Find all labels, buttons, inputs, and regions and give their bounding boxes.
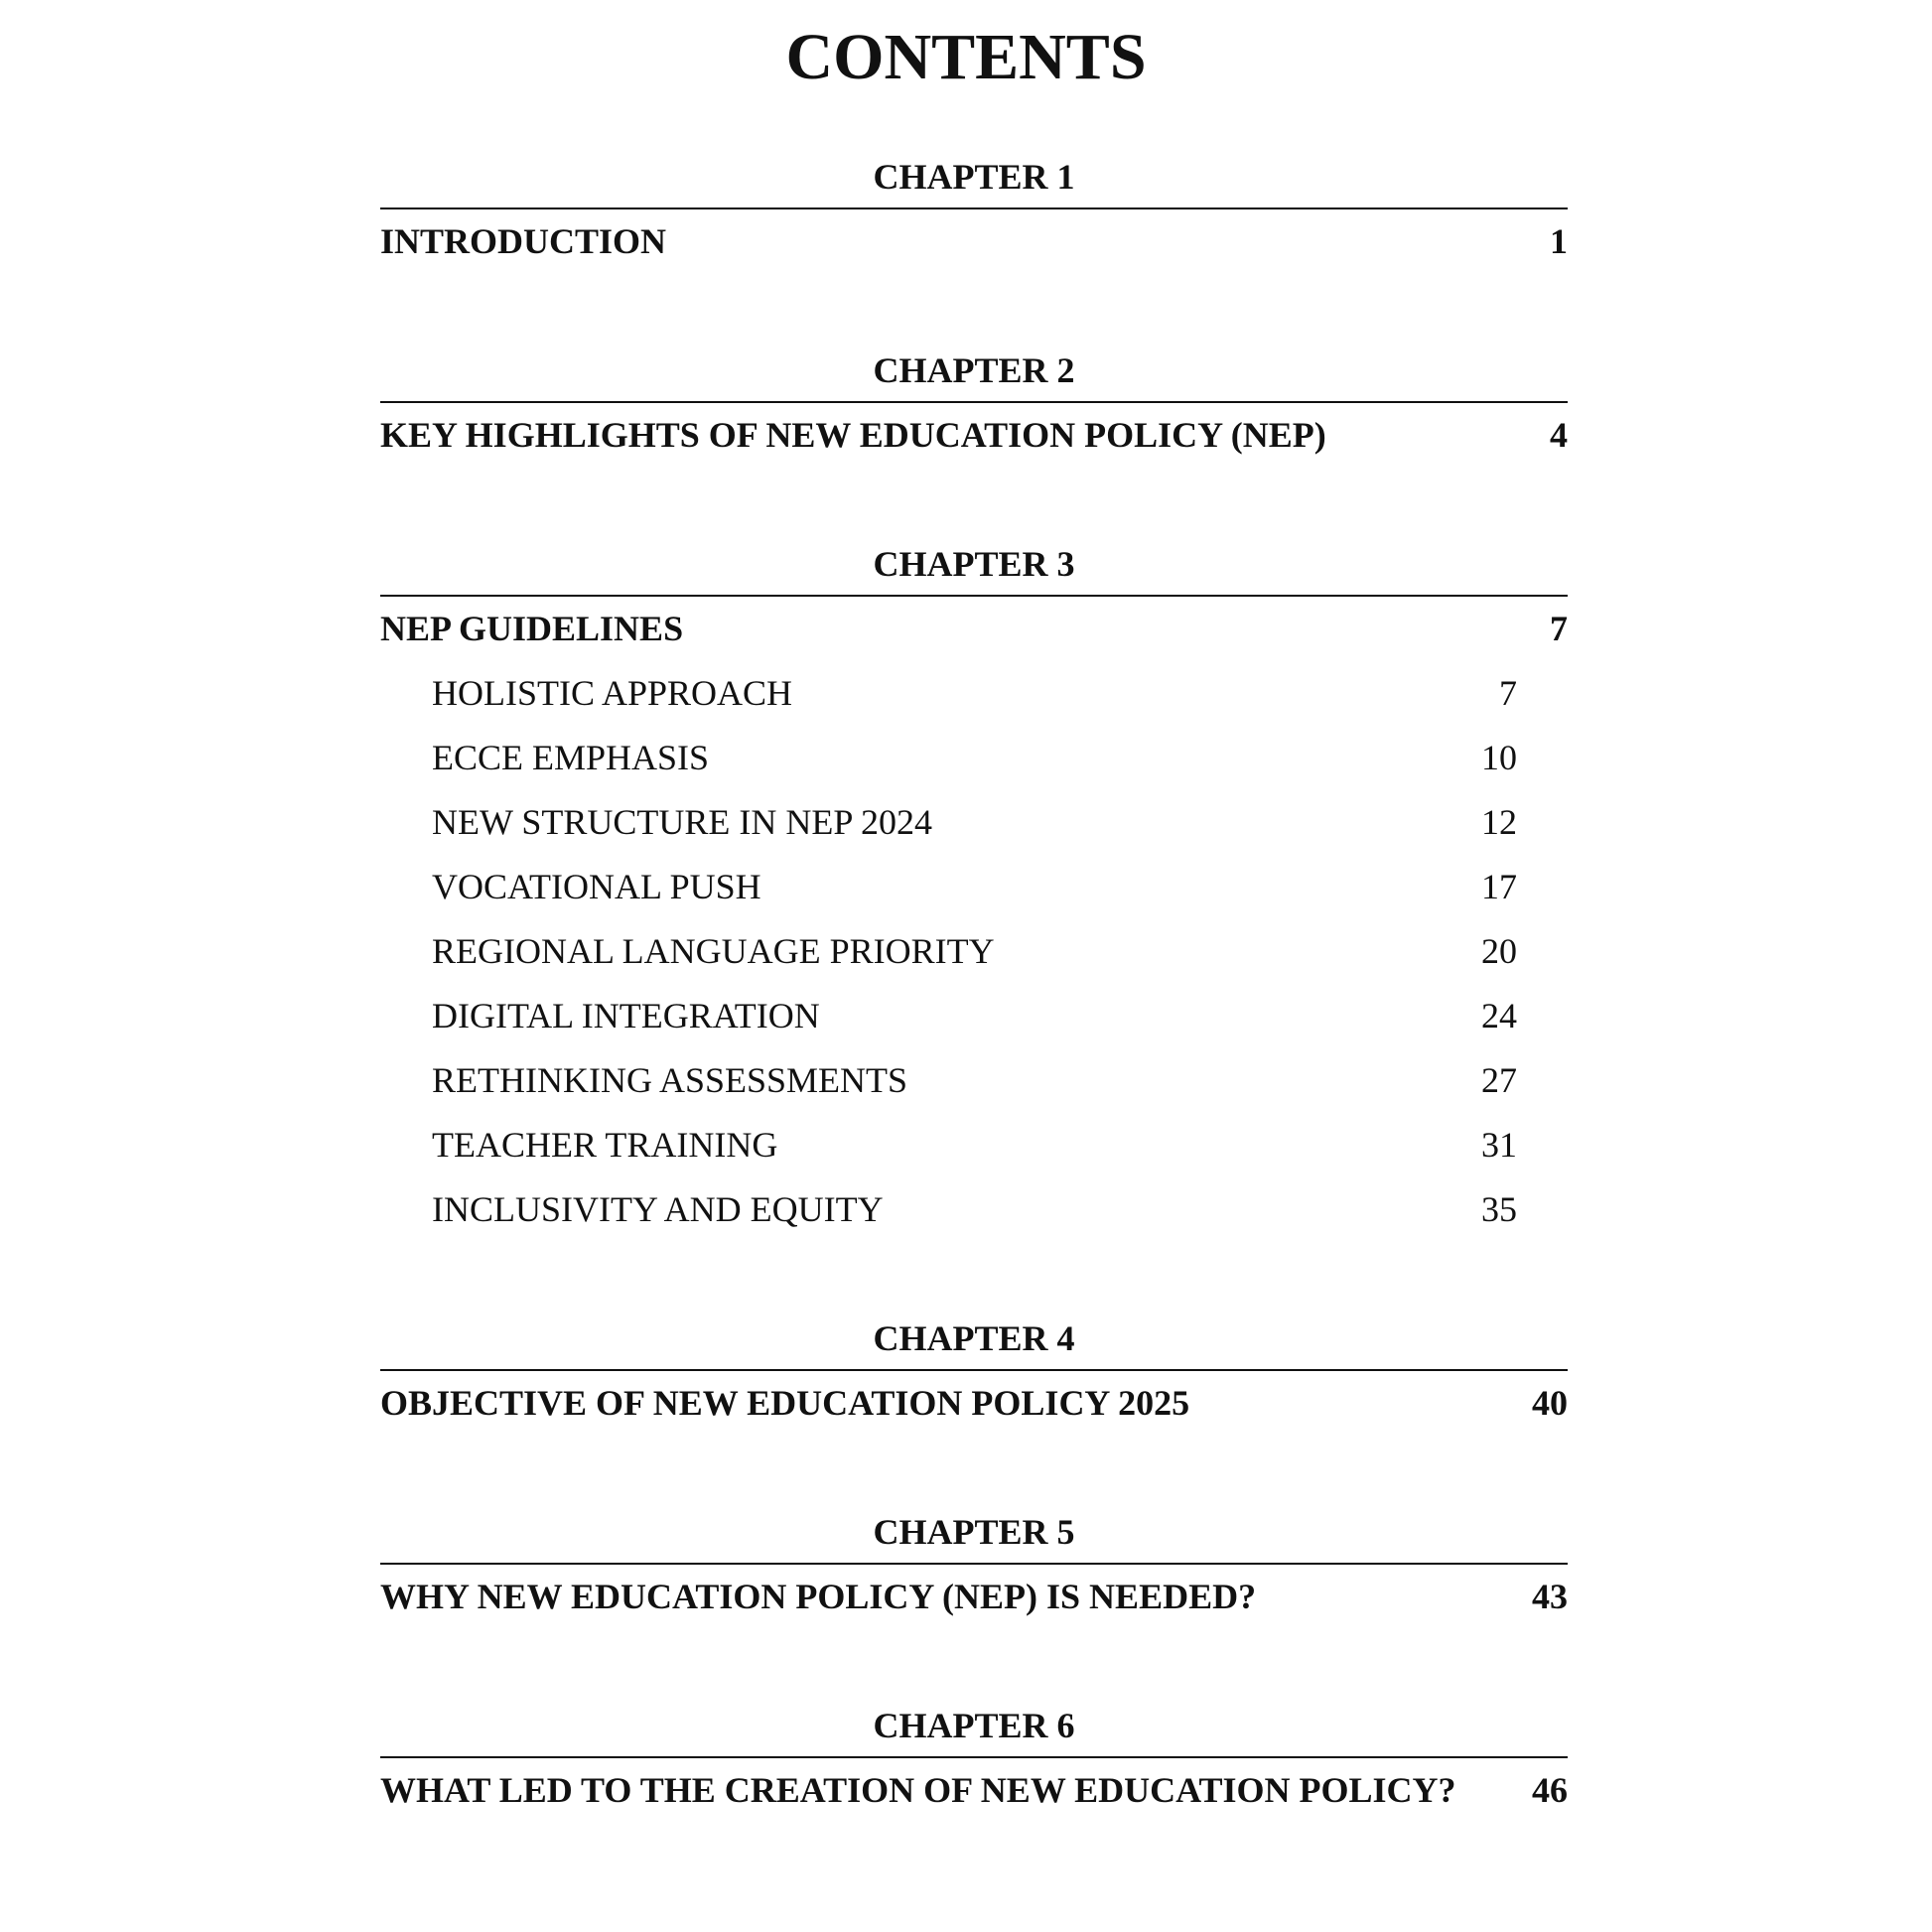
toc-subentry-new-structure[interactable] [432,799,1517,864]
toc-subentry-ecce-emphasis[interactable] [432,735,1517,799]
chapter-title: INTRODUCTION [380,221,667,261]
section-title: INCLUSIVITY AND EQUITY [432,1189,884,1229]
page-number: 24 [1481,996,1517,1035]
chapter-divider [380,207,1568,209]
page-number: 17 [1481,867,1517,906]
page-number: 12 [1481,802,1517,842]
page-number: 20 [1481,931,1517,971]
section-title: DIGITAL INTEGRATION [432,996,820,1035]
section-title: VOCATIONAL PUSH [432,867,761,906]
section-title: NEW STRUCTURE IN NEP 2024 [432,802,932,842]
page-number: 7 [1550,609,1568,648]
toc-entry-introduction[interactable] [380,218,1568,264]
page-number: 31 [1481,1125,1517,1165]
toc-subentry-holistic-approach[interactable] [432,670,1517,735]
chapter-2 [380,347,1568,458]
toc-subentry-digital-integration[interactable] [432,993,1517,1057]
toc-entry-key-highlights[interactable] [380,412,1568,458]
toc-subentry-rethinking-assessments[interactable] [432,1057,1517,1122]
toc-entry-why-needed[interactable] [380,1574,1568,1619]
chapter-label: CHAPTER 3 [873,544,1075,584]
page-number: 43 [1532,1577,1568,1616]
chapter-label: CHAPTER 2 [873,350,1075,390]
chapter-4 [380,1315,1568,1426]
toc-entry-what-led[interactable] [380,1767,1568,1813]
chapter-label: CHAPTER 6 [873,1706,1075,1745]
chapter-title: KEY HIGHLIGHTS OF NEW EDUCATION POLICY (NEP) [380,415,1326,455]
toc-subentry-inclusivity-equity[interactable] [432,1186,1517,1251]
section-title: ECCE EMPHASIS [432,738,710,777]
section-title: TEACHER TRAINING [432,1125,778,1165]
chapter-3 [380,541,1568,651]
page-number: 46 [1532,1770,1568,1810]
chapter-3-sections [432,670,1517,1251]
chapter-divider [380,1369,1568,1371]
toc-entry-objective[interactable] [380,1380,1568,1426]
chapter-title: WHAT LED TO THE CREATION OF NEW EDUCATION POLICY? [380,1770,1456,1810]
page-number: 35 [1481,1189,1517,1229]
toc-subentry-vocational-push[interactable] [432,864,1517,928]
toc-subentry-regional-language[interactable] [432,928,1517,993]
chapter-label: CHAPTER 5 [873,1512,1075,1552]
page-number: 4 [1550,415,1568,455]
chapter-1 [380,154,1568,264]
chapter-5 [380,1509,1568,1619]
page-number: 1 [1550,221,1568,261]
page-title: CONTENTS [785,21,1147,93]
section-title: RETHINKING ASSESSMENTS [432,1060,908,1100]
page-number: 40 [1532,1383,1568,1423]
page-number: 10 [1481,738,1517,777]
chapter-divider [380,595,1568,597]
chapter-title: OBJECTIVE OF NEW EDUCATION POLICY 2025 [380,1383,1190,1423]
chapter-label: CHAPTER 1 [873,157,1075,197]
chapter-title: WHY NEW EDUCATION POLICY (NEP) IS NEEDED? [380,1577,1257,1616]
chapter-title: NEP GUIDELINES [380,609,684,648]
chapter-label: CHAPTER 4 [873,1318,1075,1358]
section-title: REGIONAL LANGUAGE PRIORITY [432,931,995,971]
section-title: HOLISTIC APPROACH [432,673,793,713]
chapter-6 [380,1703,1568,1813]
page-number: 7 [1499,673,1517,713]
page-number: 27 [1481,1060,1517,1100]
toc-entry-nep-guidelines[interactable] [380,606,1568,651]
chapter-divider [380,401,1568,403]
toc-subentry-teacher-training[interactable] [432,1122,1517,1186]
chapter-divider [380,1563,1568,1565]
chapter-divider [380,1756,1568,1758]
